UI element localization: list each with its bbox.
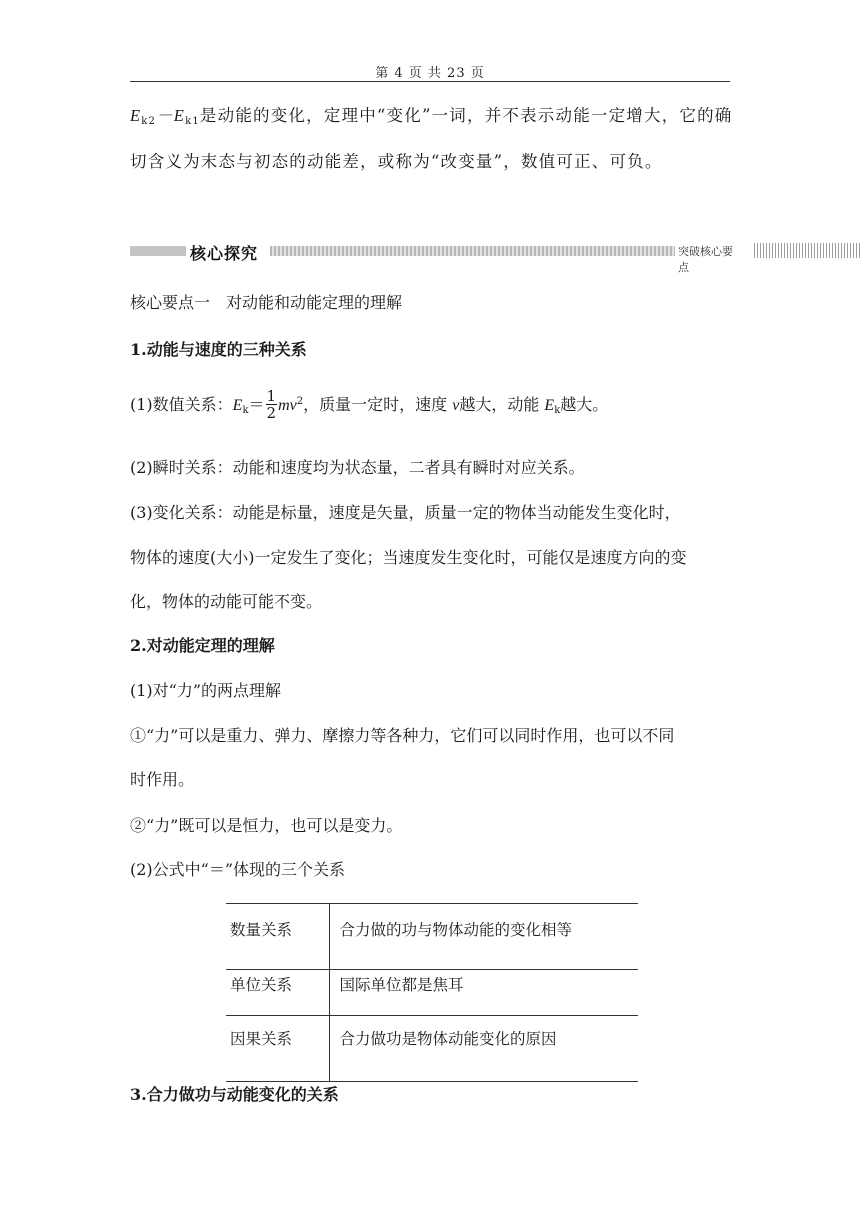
change-relation-line-3: 化，物体的动能可能不变。 xyxy=(130,592,323,611)
table-row xyxy=(226,1016,638,1082)
table-key: 数量关系 xyxy=(226,904,329,970)
section-banner xyxy=(130,240,738,274)
ek-symbol-2: E xyxy=(544,397,555,414)
equation-relations-title: (2)公式中“＝”体现的三个关系 xyxy=(130,860,346,879)
square-exponent: 2 xyxy=(296,396,304,407)
fraction-numerator: 1 xyxy=(266,387,277,405)
numeric-relation xyxy=(130,385,730,428)
banner-title: 核心探究 xyxy=(190,244,259,263)
key-point-one: 核心要点一 对动能和动能定理的理解 xyxy=(130,293,403,312)
force-point-1-line-1: ①“力”可以是重力、弹力、摩擦力等各种力，它们可以同时作用，也可以不同 xyxy=(130,726,675,745)
ek2-subscript: k2 xyxy=(141,116,157,127)
table-value: 合力做的功与物体动能的变化相等 xyxy=(339,921,573,939)
banner-tag: 突破核心要点 xyxy=(678,245,733,274)
intro-line-1 xyxy=(130,106,733,127)
section-2-heading: 2.对动能定理的理解 xyxy=(130,636,275,655)
instant-relation: (2)瞬时关系：动能和速度均为状态量，二者具有瞬时对应关系。 xyxy=(130,458,585,477)
numeric-text-1: ，质量一定时，速度 xyxy=(303,395,453,414)
table-value: 合力做功是物体动能变化的原因 xyxy=(339,1030,557,1048)
intro-text-1: 是动能的变化，定理中“变化”一词，并不表示动能一定增大，它的确 xyxy=(199,106,733,125)
table-value: 国际单位都是焦耳 xyxy=(339,976,464,994)
equals-sign: ＝ xyxy=(248,395,265,414)
header-divider xyxy=(130,81,730,82)
banner-right-bar xyxy=(754,243,860,258)
table-key: 单位关系 xyxy=(226,970,329,1016)
section-3-heading: 3.合力做功与动能变化的关系 xyxy=(130,1085,339,1104)
banner-middle-bar xyxy=(270,246,675,256)
force-understanding-title: (1)对“力”的两点理解 xyxy=(130,681,282,700)
table-key: 因果关系 xyxy=(226,1016,329,1082)
mv-term: mv xyxy=(278,397,297,414)
fraction-denominator: 2 xyxy=(266,404,277,422)
intro-line-2: 切含义为末态与初态的动能差，或称为“改变量”，数值可正、可负。 xyxy=(130,152,663,171)
numeric-label: (1)数值关系： xyxy=(130,395,233,414)
force-point-2: ②“力”既可以是恒力，也可以是变力。 xyxy=(130,816,403,835)
change-relation-line-1: (3)变化关系：动能是标量，速度是矢量，质量一定的物体当动能发生变化时， xyxy=(130,503,681,522)
force-point-1-line-2: 时作用。 xyxy=(130,770,195,789)
ek1-subscript: k1 xyxy=(185,116,200,127)
ek-subscript: k xyxy=(242,405,249,416)
section-1-heading: 1.动能与速度的三种关系 xyxy=(130,340,307,359)
table-row xyxy=(226,904,638,970)
one-half-fraction xyxy=(266,388,278,421)
page-header: 第 4 页 共 23 页 xyxy=(375,66,485,81)
change-relation-line-2: 物体的速度(大小)一定发生了变化；当速度发生变化时，可能仅是速度方向的变 xyxy=(130,548,687,567)
table-row xyxy=(226,970,638,1016)
numeric-text-2: 越大，动能 xyxy=(459,395,545,414)
ek-subscript-2: k xyxy=(554,405,561,416)
ek-symbol: E xyxy=(232,397,243,414)
v-symbol: v xyxy=(452,397,460,414)
ek1-symbol: －E xyxy=(156,106,186,125)
ek2-symbol: E xyxy=(130,106,142,125)
relations-table xyxy=(226,903,638,1082)
numeric-text-3: 越大。 xyxy=(560,395,609,414)
banner-left-bar xyxy=(130,246,186,256)
